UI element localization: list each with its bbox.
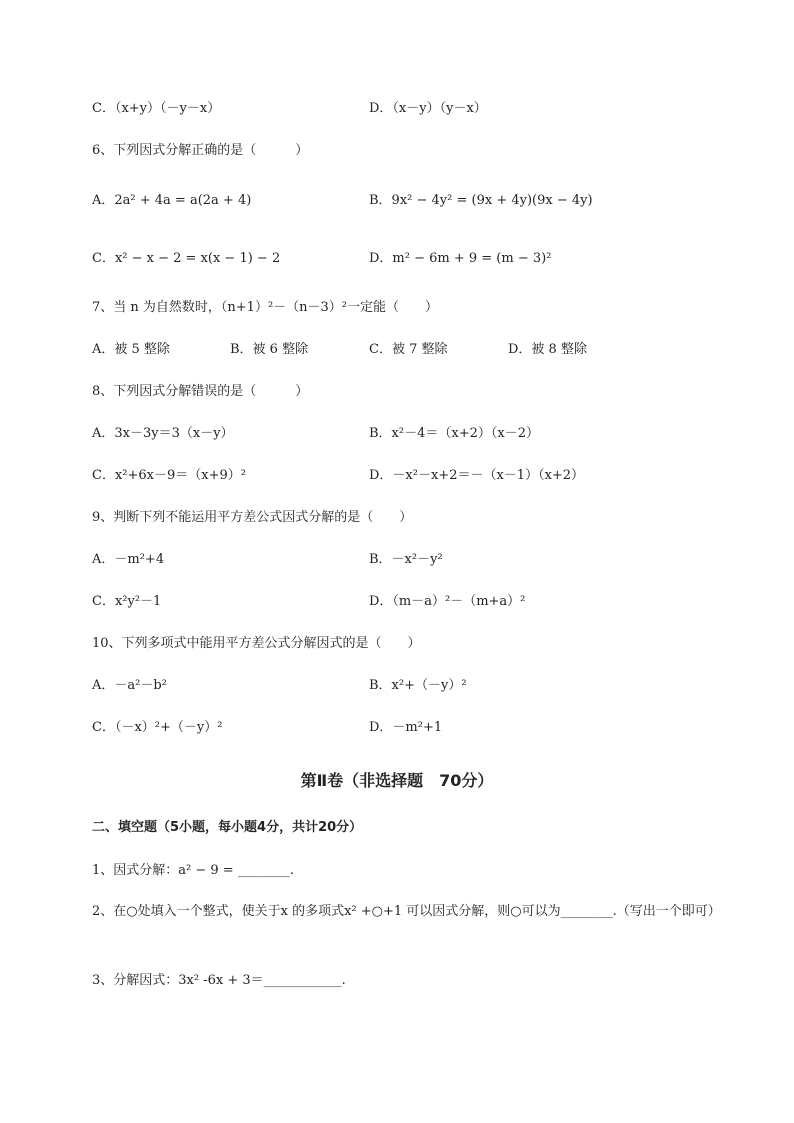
q7-stem: 7、当 n 为自然数时，（n+1）²－（n－3）²一定能（ ） [92,300,439,315]
q5-option-d: D．（x－y）（y－x） [369,101,487,116]
q10-stem: 10、下列多项式中能用平方差公式分解因式的是（ ） [92,636,421,651]
q10-option-a: A．－a²－b² [92,678,167,693]
fill-q3: 3、分解因式：3x² -6x + 3＝____________. [92,973,346,988]
section-title: 第Ⅱ卷（非选择题 70分） [300,771,494,790]
q9-option-c: C．x²y²－1 [92,594,162,609]
q9-stem: 9、判断下列不能运用平方差公式因式分解的是（ ） [92,510,413,525]
q7-option-d: D．被 8 整除 [508,342,587,357]
q6-option-c: C．x² − x − 2 = x(x − 1) − 2 [92,251,281,266]
fill-q2: 2、在○处填入一个整式，使关于x 的多项式x² +○+1 可以因式分解，则○可以为________.（写出一个即可） [92,904,721,919]
q10-option-c: C．（－x）²+（－y）² [92,720,223,735]
q6-option-a: A．2a² + 4a = a(2a + 4) [92,193,252,208]
q8-option-d: D．－x²－x+2＝－（x－1）（x+2） [369,468,585,483]
q10-option-d: D．－m²+1 [369,720,443,735]
q8-option-c: C．x²+6x－9＝（x+9）² [92,468,246,483]
q6-option-d: D．m² − 6m + 9 = (m − 3)² [369,251,552,266]
q7-option-a: A．被 5 整除 [92,342,170,357]
q9-option-d: D．（m－a）²－（m+a）² [369,594,526,609]
part2-heading: 二、填空题（5小题，每小题4分，共计20分） [92,820,363,835]
q9-option-b: B．－x²－y² [369,552,443,567]
q6-stem: 6、下列因式分解正确的是（ ） [92,143,309,158]
q8-option-a: A．3x－3y＝3（x－y） [92,426,234,441]
fill-q1: 1、因式分解：a² − 9 = ________. [92,863,294,878]
q9-option-a: A．－m²+4 [92,552,165,567]
q7-option-c: C．被 7 整除 [369,342,448,357]
q8-option-b: B．x²－4＝（x+2）（x－2） [369,426,539,441]
q5-option-c: C．（x+y）（－y－x） [92,101,221,116]
q6-option-b: B．9x² − 4y² = (9x + 4y)(9x − 4y) [369,193,593,208]
q7-option-b: B．被 6 整除 [230,342,309,357]
q8-stem: 8、下列因式分解错误的是（ ） [92,384,309,399]
q10-option-b: B．x²+（－y）² [369,678,467,693]
